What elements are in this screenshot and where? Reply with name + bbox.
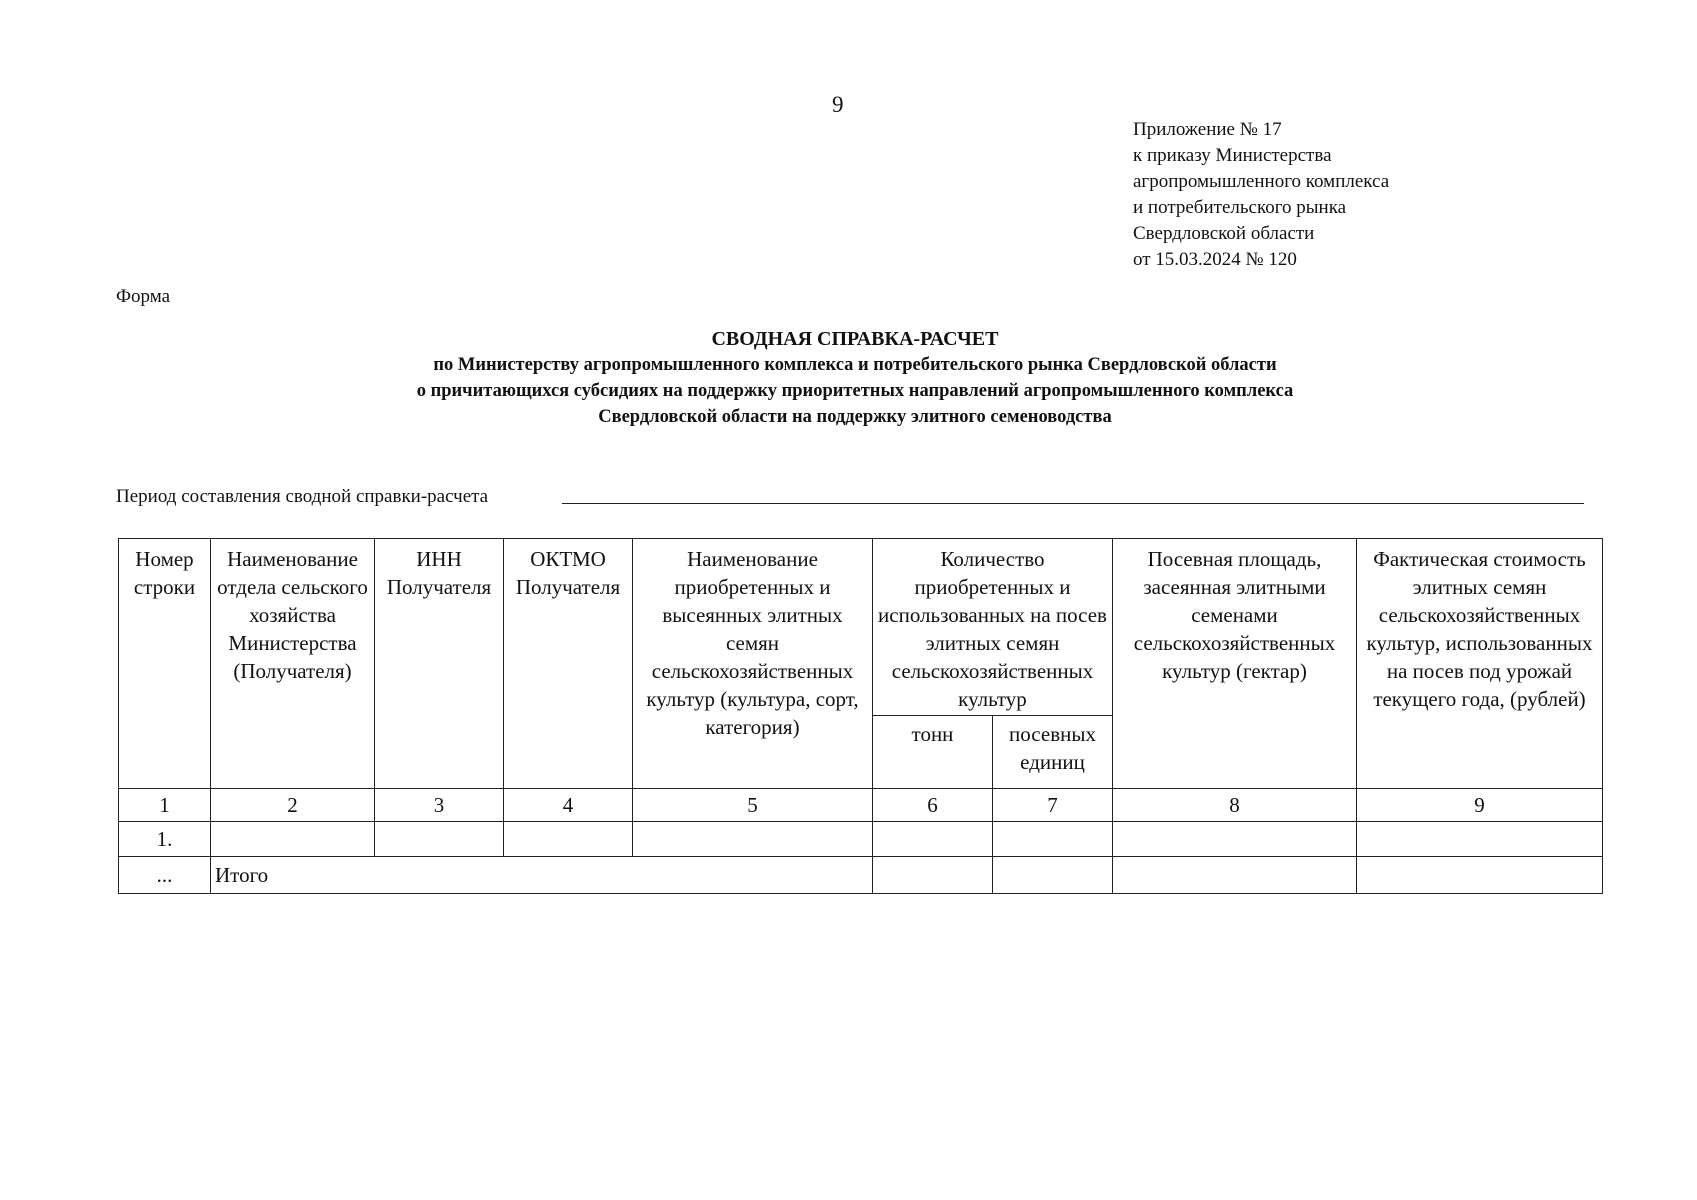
- column-number: 2: [211, 789, 375, 822]
- title-line: о причитающихся субсидиях на поддержку приоритетных направлений агропромышленного комплекса: [416, 381, 1294, 401]
- header-seed-name: Наименование приобретенных и высеянных элитных семян сельскохозяйственных культур (культура, сорт, категория): [633, 539, 873, 789]
- appendix-line: агропромышленного комплекса: [1133, 171, 1390, 192]
- column-number: 9: [1357, 789, 1603, 822]
- column-number: 5: [633, 789, 873, 822]
- table-cell: [1357, 822, 1603, 857]
- table-cell: [993, 857, 1113, 894]
- appendix-line: к приказу Министерства: [1133, 145, 1332, 166]
- header-actual-cost: Фактическая стоимость элитных семян сельскохозяйственных культур, использованных на посев под урожай текущего года, (рублей): [1357, 539, 1603, 789]
- table-cell: [873, 857, 993, 894]
- row-number-cell: 1.: [119, 822, 211, 857]
- page-number: 9: [832, 92, 844, 117]
- header-oktmo: ОКТМО Получателя: [504, 539, 633, 789]
- period-fill-line: [562, 503, 1584, 504]
- column-number: 7: [993, 789, 1113, 822]
- table-cell: [1113, 822, 1357, 857]
- column-number: 6: [873, 789, 993, 822]
- appendix-line: и потребительского рынка: [1133, 197, 1347, 218]
- summary-table: [118, 538, 1603, 894]
- title-line: Свердловской области на поддержку элитного семеноводства: [598, 407, 1112, 427]
- table-cell: [993, 822, 1113, 857]
- appendix-line: от 15.03.2024 № 120: [1133, 249, 1297, 270]
- title-line: по Министерству агропромышленного комплекса и потребительского рынка Свердловской области: [433, 355, 1277, 375]
- title-main: СВОДНАЯ СПРАВКА-РАСЧЕТ: [711, 328, 999, 350]
- column-number: 4: [504, 789, 633, 822]
- header-quantity: Количество приобретенных и использованных на посев элитных семян сельскохозяйственных культур: [873, 539, 1113, 716]
- appendix-line: Приложение № 17: [1133, 119, 1282, 140]
- table-cell: [211, 822, 375, 857]
- appendix-block: [1133, 117, 1389, 273]
- form-label: Форма: [116, 286, 171, 307]
- table-cell: [873, 822, 993, 857]
- table-cell: [504, 822, 633, 857]
- header-row-number: Номер строки: [119, 539, 211, 789]
- row-number-cell: ...: [119, 857, 211, 894]
- table-cell: [1357, 857, 1603, 894]
- period-label: Период составления сводной справки-расчета: [116, 486, 489, 507]
- document-title: [200, 326, 1510, 430]
- header-department: Наименование отдела сельского хозяйства Министерства (Получателя): [211, 539, 375, 789]
- header-sown-area: Посевная площадь, засеянная элитными семенами сельскохозяйственных культур (гектар): [1113, 539, 1357, 789]
- column-number: 3: [375, 789, 504, 822]
- total-label: Итого: [211, 857, 873, 894]
- table-cell: [375, 822, 504, 857]
- appendix-line: Свердловской области: [1133, 223, 1315, 244]
- column-number: 1: [119, 789, 211, 822]
- header-tons: тонн: [873, 716, 993, 789]
- table-cell: [1113, 857, 1357, 894]
- header-seed-units: посевных единиц: [993, 716, 1113, 789]
- column-number: 8: [1113, 789, 1357, 822]
- table-cell: [633, 822, 873, 857]
- header-inn: ИНН Получателя: [375, 539, 504, 789]
